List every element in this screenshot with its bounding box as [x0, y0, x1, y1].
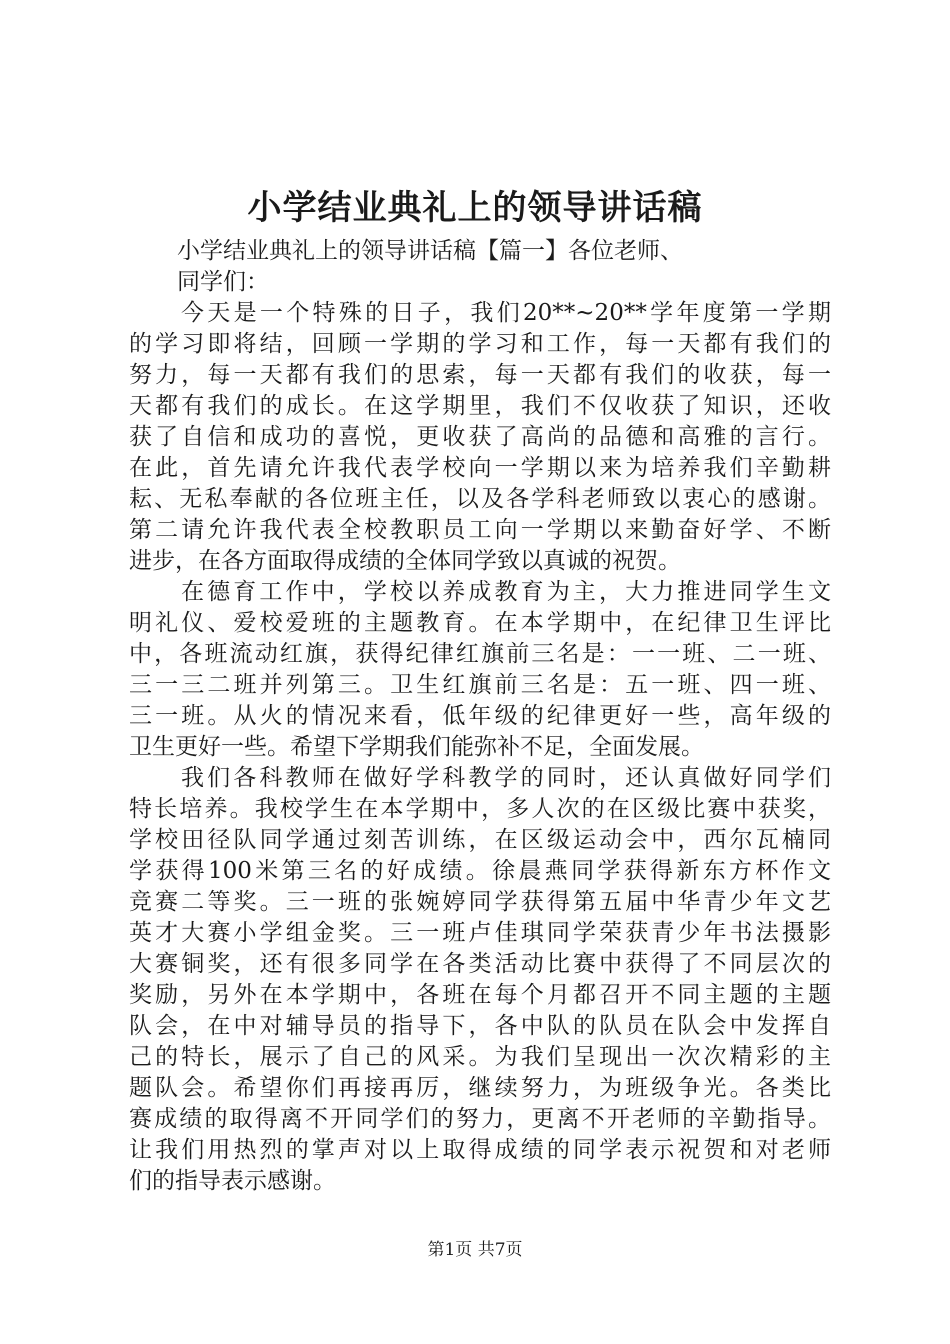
paragraph-line: 竞赛二等奖。三一班的张婉婷同学获得第五届中华青少年文艺: [129, 889, 831, 915]
paragraph-line: 明礼仪、爱校爱班的主题教育。在本学期中，在纪律卫生评比: [129, 610, 831, 636]
paragraph-line: 队会，在中对辅导员的指导下，各中队的队员在队会中发挥自: [129, 1013, 831, 1039]
paragraph-line: 我们各科教师在做好学科教学的同时，还认真做好同学们: [181, 765, 831, 791]
document-title: 小学结业典礼上的领导讲话稿: [247, 188, 703, 228]
paragraph-line: 在德育工作中，学校以养成教育为主，大力推进同学生文: [181, 579, 831, 605]
paragraph-line: 天都有我们的成长。在这学期里，我们不仅收获了知识，还收: [129, 393, 831, 419]
document-body: [129, 236, 831, 1197]
paragraph-line: 们的指导表示感谢。: [129, 1168, 336, 1194]
paragraph-line: 英才大赛小学组金奖。三一班卢佳琪同学荣获青少年书法摄影: [129, 920, 831, 946]
paragraph-line: 今天是一个特殊的日子，我们20**~20**学年度第一学期: [181, 300, 831, 326]
paragraph-line: 中，各班流动红旗，获得纪律红旗前三名是：一一班、二一班、: [129, 641, 831, 667]
salutation-line: 同学们：: [177, 269, 269, 295]
paragraph-line: 三一三二班并列第三。卫生红旗前三名是：五一班、四一班、: [129, 672, 831, 698]
paragraph-line: 卫生更好一些。希望下学期我们能弥补不足，全面发展。: [129, 734, 704, 760]
paragraph-line: 的学习即将结，回顾一学期的学习和工作，每一天都有我们的: [129, 331, 831, 357]
intro-line: 小学结业典礼上的领导讲话稿【篇一】各位老师、: [177, 238, 683, 264]
paragraph-line: 学获得100米第三名的好成绩。徐晨燕同学获得新东方杯作文: [129, 858, 831, 884]
paragraph-line: 奖励，另外在本学期中，各班在每个月都召开不同主题的主题: [129, 982, 831, 1008]
paragraph-line: 进步，在各方面取得成绩的全体同学致以真诚的祝贺。: [129, 548, 681, 574]
paragraph-line: 努力，每一天都有我们的思索，每一天都有我们的收获，每一: [129, 362, 831, 388]
paragraph-line: 让我们用热烈的掌声对以上取得成绩的同学表示祝贺和对老师: [129, 1137, 831, 1163]
paragraph-line: 大赛铜奖，还有很多同学在各类活动比赛中获得了不同层次的: [129, 951, 831, 977]
paragraph-line: 第二请允许我代表全校教职员工向一学期以来勤奋好学、不断: [129, 517, 831, 543]
paragraph-line: 特长培养。我校学生在本学期中，多人次的在区级比赛中获奖，: [129, 796, 831, 822]
paragraph-line: 在此，首先请允许我代表学校向一学期以来为培养我们辛勤耕: [129, 455, 831, 481]
paragraph-line: 己的特长，展示了自己的风采。为我们呈现出一次次精彩的主: [129, 1044, 831, 1070]
paragraph-line: 耘、无私奉献的各位班主任，以及各学科老师致以衷心的感谢。: [129, 486, 831, 512]
page-footer: 第1页 共7页: [427, 1240, 523, 1260]
paragraph-line: 学校田径队同学通过刻苦训练，在区级运动会中，西尔瓦楠同: [129, 827, 831, 853]
paragraph-line: 赛成绩的取得离不开同学们的努力，更离不开老师的辛勤指导。: [129, 1106, 831, 1132]
paragraph-line: 获了自信和成功的喜悦，更收获了高尚的品德和高雅的言行。: [129, 424, 831, 450]
paragraph-line: 题队会。希望你们再接再厉，继续努力，为班级争光。各类比: [129, 1075, 831, 1101]
paragraph-line: 三一班。从火的情况来看，低年级的纪律更好一些，高年级的: [129, 703, 831, 729]
